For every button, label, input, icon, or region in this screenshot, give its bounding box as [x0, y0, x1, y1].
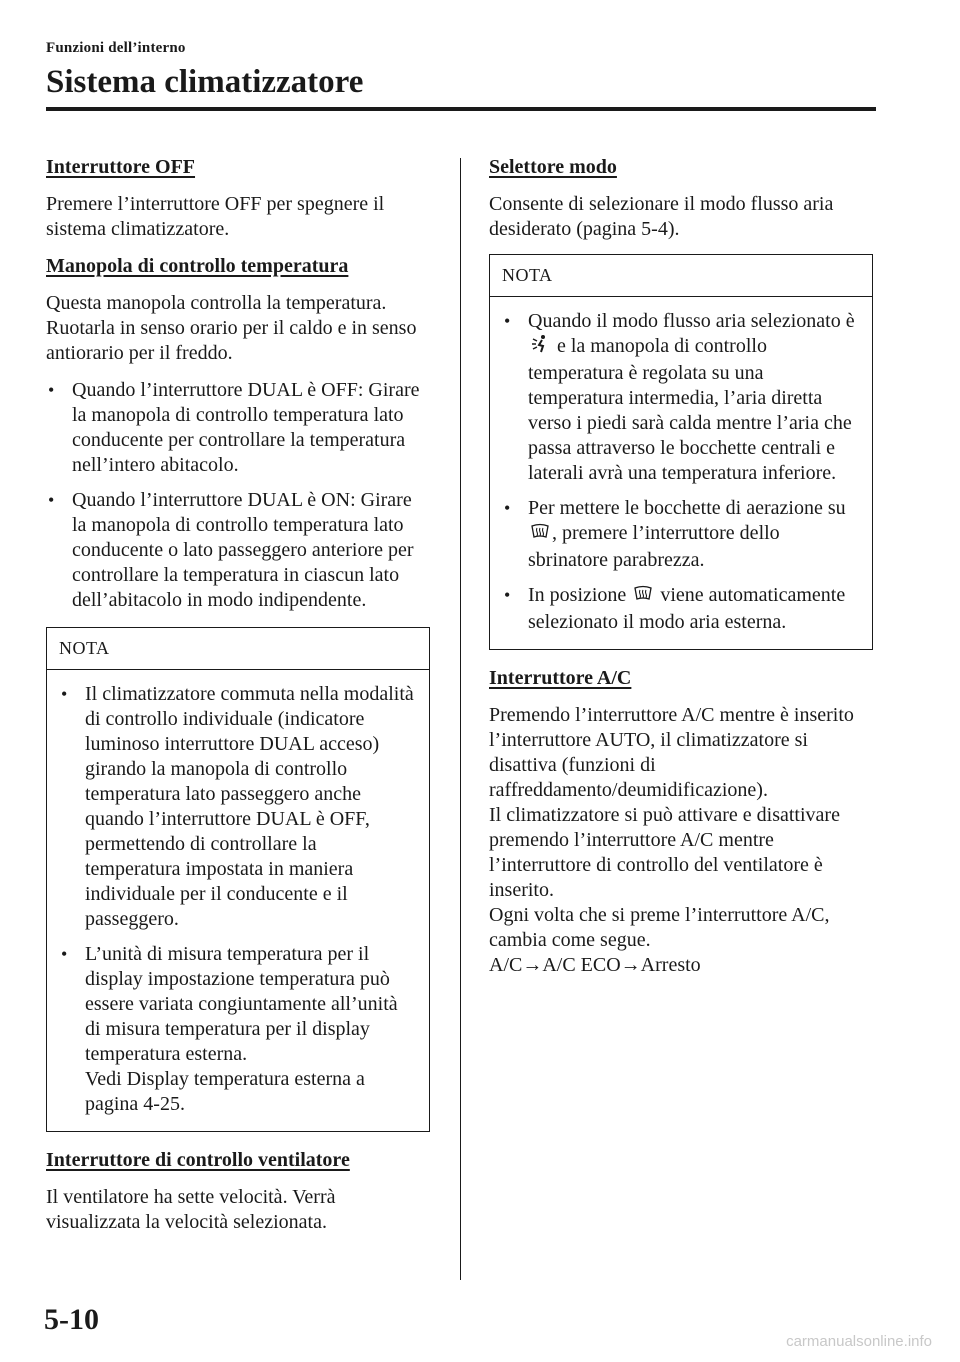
- off-switch-text: Premere l’interruttore OFF per spegnere il sistema climatizzatore.: [46, 193, 385, 240]
- temp-knob-heading: Manopola di controllo temperatura: [46, 255, 349, 277]
- off-switch-heading: Interruttore OFF: [46, 156, 196, 178]
- list-item: [502, 583, 860, 635]
- bullet-icon: •: [48, 380, 55, 400]
- page-title: Sistema climatizzatore: [46, 64, 364, 100]
- note-box-right: [489, 254, 873, 650]
- bullet-text: viene automaticamente selezionato il modo aria esterna.: [528, 584, 846, 633]
- list-item: [59, 682, 417, 932]
- note-bullet-list: [502, 309, 860, 635]
- bullet-icon: •: [61, 944, 68, 964]
- bullet-icon: •: [48, 490, 55, 510]
- fan-switch-heading: Interruttore di controllo ventilatore: [46, 1149, 350, 1171]
- section-label: Funzioni dell’interno: [46, 40, 186, 56]
- list-item: [46, 378, 430, 478]
- note-body: [47, 670, 429, 1131]
- temp-knob-text: Questa manopola controlla la temperatura. Ruotarla in senso orario per il caldo e in senso antiorario per il freddo.: [46, 292, 417, 364]
- note-bullet-list: [59, 682, 417, 1117]
- bullet-text: Quando il modo flusso aria selezionato è: [528, 310, 855, 332]
- temp-bullet-list: [46, 378, 430, 613]
- feet-defrost-mode-icon: [531, 334, 549, 361]
- bullet-text: Quando l’interruttore DUAL è ON: Girare la manopola di controllo temperatura lato conducente o lato passeggero anteriore per controllare la temperatura in ciascun lato dell’abitacolo in modo indipendente.: [72, 489, 414, 611]
- bullet-text: e la manopola di controllo temperatura è regolata su una temperatura intermedia, l’aria diretta verso i piedi sarà calda mentre l’aria che passa attraverso le bocchette centrali e laterali avrà una temperatura inferiore.: [528, 335, 852, 484]
- ac-sequence: A/C→A/C ECO→Arresto: [489, 954, 701, 976]
- bullet-text: L’unità di misura temperatura per il display impostazione temperatura può essere variata congiuntamente all’unità di misura temperatura per il display temperatura esterna.: [85, 943, 398, 1065]
- ac-switch-text: Il climatizzatore si può attivare e disattivare premendo l’interruttore A/C mentre l’interruttore di controllo del ventilatore è inserito.: [489, 804, 840, 901]
- note-label: NOTA: [47, 628, 429, 670]
- windshield-defrost-icon: [531, 523, 549, 548]
- left-column: [46, 155, 430, 1247]
- column-divider: [460, 158, 461, 1280]
- bullet-icon: •: [61, 684, 68, 704]
- note-body: [490, 297, 872, 649]
- title-rule: [46, 107, 876, 111]
- mode-selector-heading: Selettore modo: [489, 156, 617, 178]
- list-item: [46, 488, 430, 613]
- note-box-left: [46, 627, 430, 1132]
- note-label: NOTA: [490, 255, 872, 297]
- bullet-text: , premere l’interruttore dello sbrinatore parabrezza.: [528, 522, 780, 571]
- bullet-icon: •: [504, 498, 511, 518]
- bullet-text: Il climatizzatore commuta nella modalità di controllo individuale (indicatore luminoso interruttore DUAL acceso) girando la manopola di controllo temperatura lato passeggero anche quando l’interruttore DUAL è OFF, permettendo di controllare la temperatura impostata in maniera individuale per il conducente e il passeggero.: [85, 683, 414, 930]
- bullet-icon: •: [504, 311, 511, 331]
- list-item: [59, 942, 417, 1117]
- windshield-defrost-icon: [634, 585, 652, 610]
- right-column: [489, 155, 873, 990]
- ac-switch-text: Ogni volta che si preme l’interruttore A/C, cambia come segue.: [489, 904, 830, 951]
- fan-switch-text: Il ventilatore ha sette velocità. Verrà visualizzata la velocità selezionata.: [46, 1186, 336, 1233]
- watermark: carmanualsonline.info: [786, 1333, 932, 1350]
- ac-switch-heading: Interruttore A/C: [489, 667, 632, 689]
- ac-switch-text: Premendo l’interruttore A/C mentre è inserito l’interruttore AUTO, il climatizzatore si disattiva (funzioni di raffreddamento/deumidificazione).: [489, 704, 854, 801]
- bullet-icon: •: [504, 585, 511, 605]
- list-item: [502, 309, 860, 486]
- bullet-text: In posizione: [528, 584, 627, 606]
- bullet-text: Quando l’interruttore DUAL è OFF: Girare la manopola di controllo temperatura lato conducente per controllare la temperatura nell’intero abitacolo.: [72, 379, 420, 476]
- list-item: [502, 496, 860, 573]
- bullet-text: Per mettere le bocchette di aerazione su: [528, 497, 846, 519]
- page-number: 5-10: [44, 1303, 99, 1336]
- cross-reference: Vedi Display temperatura esterna a pagina 4-25.: [85, 1068, 365, 1115]
- mode-selector-text: Consente di selezionare il modo flusso aria desiderato (pagina 5-4).: [489, 193, 834, 240]
